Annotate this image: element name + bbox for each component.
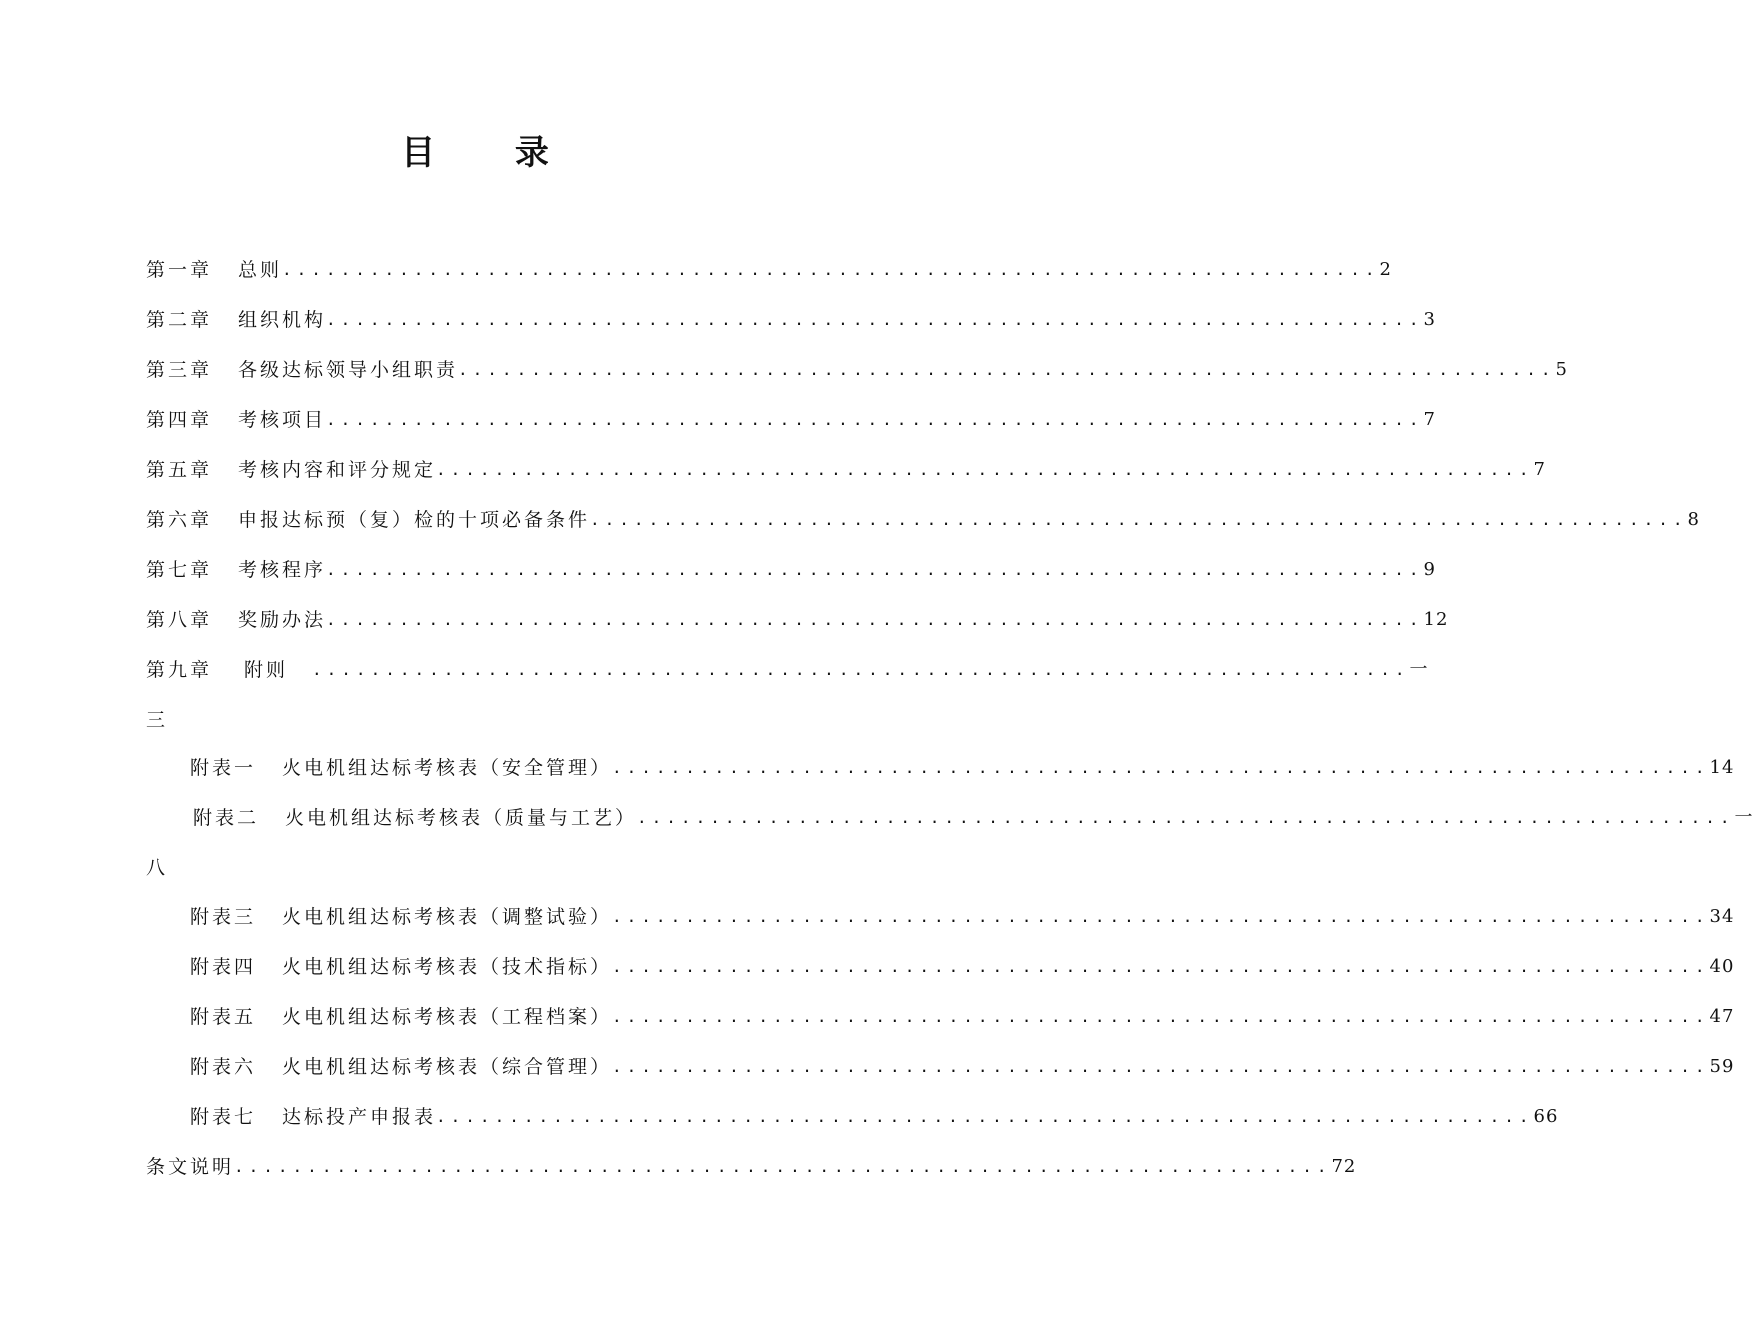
toc-page: 12 xyxy=(1423,609,1449,630)
toc-leader: ........................................................................... xyxy=(282,260,1380,279)
toc-label xyxy=(146,550,326,590)
toc-chapter: 第八章 xyxy=(146,609,213,631)
toc-label xyxy=(146,350,458,390)
toc-chapter: 第六章 xyxy=(146,509,213,531)
toc-chapter: 第五章 xyxy=(146,459,213,481)
toc-leader: ........................................................................... xyxy=(326,560,1424,579)
toc-label xyxy=(146,1147,234,1187)
toc-label xyxy=(190,1097,436,1137)
toc-page-wrap: 三 xyxy=(146,709,166,731)
toc-name: 总则 xyxy=(238,259,283,281)
toc-page: 7 xyxy=(1533,459,1546,480)
page-title: 目 录 xyxy=(401,133,583,173)
toc-entry xyxy=(146,650,1429,690)
toc-leader: ........................................................................... xyxy=(312,660,1410,679)
toc-page: 66 xyxy=(1533,1106,1559,1127)
toc-label xyxy=(190,1047,612,1087)
toc-entry xyxy=(190,997,1735,1037)
toc-page: 3 xyxy=(1423,309,1436,330)
toc-page: 7 xyxy=(1423,409,1436,430)
toc-leader: ........................................................................... xyxy=(612,907,1710,926)
toc-page: 59 xyxy=(1709,1056,1735,1077)
toc-chapter: 附表六 xyxy=(190,1056,257,1078)
toc-label xyxy=(193,798,637,838)
toc-leader: ........................................................................... xyxy=(436,1107,1534,1126)
toc-leader: ........................................................................... xyxy=(234,1157,1332,1176)
toc-label xyxy=(146,400,326,440)
toc-page: 72 xyxy=(1331,1156,1357,1177)
toc-chapter: 第一章 xyxy=(146,259,213,281)
toc-name: 考核程序 xyxy=(238,559,327,581)
toc-name: 考核项目 xyxy=(238,409,327,431)
toc-leader: ........................................................................... xyxy=(612,1007,1710,1026)
toc-label xyxy=(146,250,282,290)
toc-label xyxy=(146,300,326,340)
toc-name: 火电机组达标考核表（技术指标） xyxy=(282,956,613,978)
toc-chapter: 第七章 xyxy=(146,559,213,581)
toc-leader: ........................................................................... xyxy=(326,410,1424,429)
toc-name: 火电机组达标考核表（工程档案） xyxy=(282,1006,613,1028)
toc-name: 组织机构 xyxy=(238,309,327,331)
toc-entry xyxy=(146,550,1436,590)
toc-page: 2 xyxy=(1379,259,1392,280)
toc-entry xyxy=(146,250,1392,290)
toc-chapter: 附表七 xyxy=(190,1106,257,1128)
toc-label xyxy=(190,997,612,1037)
toc-entry xyxy=(146,1147,1357,1187)
toc-chapter: 附表一 xyxy=(190,757,257,779)
toc-page: 47 xyxy=(1709,1006,1735,1027)
toc-entry xyxy=(190,748,1735,788)
toc-name: 火电机组达标考核表（质量与工艺） xyxy=(285,807,638,829)
toc-leader: ........................................................................... xyxy=(326,310,1424,329)
toc-name: 各级达标领导小组职责 xyxy=(238,359,459,381)
toc-page: 一 xyxy=(1409,659,1429,680)
toc-chapter: 第二章 xyxy=(146,309,213,331)
toc-page: 34 xyxy=(1709,906,1735,927)
toc-label xyxy=(146,500,590,540)
toc-name: 附则 xyxy=(244,659,289,681)
toc-entry xyxy=(146,600,1449,640)
toc-page: 8 xyxy=(1687,509,1700,530)
toc-label xyxy=(190,748,612,788)
toc-name: 考核内容和评分规定 xyxy=(238,459,437,481)
toc-page: 9 xyxy=(1423,559,1436,580)
toc-name: 火电机组达标考核表（安全管理） xyxy=(282,757,613,779)
toc-label xyxy=(146,600,326,640)
toc-chapter: 第四章 xyxy=(146,409,213,431)
toc-name: 达标投产申报表 xyxy=(282,1106,437,1128)
toc-name: 火电机组达标考核表（综合管理） xyxy=(282,1056,613,1078)
toc-leader: ........................................................................... xyxy=(436,460,1534,479)
toc-entry xyxy=(146,400,1436,440)
toc-leader: ........................................................................... xyxy=(612,957,1710,976)
toc-chapter: 附表三 xyxy=(190,906,257,928)
toc-name: 火电机组达标考核表（调整试验） xyxy=(282,906,613,928)
toc-name: 奖励办法 xyxy=(238,609,327,631)
toc-leader: ........................................................................... xyxy=(612,758,1710,777)
toc-leader: ........................................................................... xyxy=(458,360,1556,379)
toc-entry xyxy=(190,1047,1735,1087)
toc-chapter: 第九章 xyxy=(146,659,213,681)
toc-entry xyxy=(146,500,1700,540)
toc-chapter: 附表五 xyxy=(190,1006,257,1028)
toc-label xyxy=(146,650,312,690)
toc-leader: ........................................................................... xyxy=(612,1057,1710,1076)
toc-entry xyxy=(146,300,1436,340)
toc-page-wrap: 八 xyxy=(146,857,166,879)
toc-page: 5 xyxy=(1555,359,1568,380)
toc-entry xyxy=(190,897,1735,937)
toc-label xyxy=(146,450,436,490)
toc-name: 申报达标预（复）检的十项必备条件 xyxy=(238,509,591,531)
toc-leader: ........................................................................... xyxy=(326,610,1424,629)
toc-label xyxy=(190,897,612,937)
toc-page: 40 xyxy=(1709,956,1735,977)
toc-chapter: 附表四 xyxy=(190,956,257,978)
toc-leader: ........................................................................... xyxy=(637,808,1735,827)
toc-entry xyxy=(146,450,1546,490)
toc-chapter: 第三章 xyxy=(146,359,213,381)
toc-entry xyxy=(190,1097,1559,1137)
toc-leader: ........................................................................... xyxy=(590,510,1688,529)
toc-name: 条文说明 xyxy=(146,1156,235,1178)
toc-entry xyxy=(193,798,1754,838)
toc-page: 一 xyxy=(1734,807,1754,828)
toc-page: 14 xyxy=(1709,757,1735,778)
toc-chapter: 附表二 xyxy=(193,807,260,829)
toc-label xyxy=(190,947,612,987)
toc-entry xyxy=(190,947,1735,987)
toc-entry xyxy=(146,350,1568,390)
